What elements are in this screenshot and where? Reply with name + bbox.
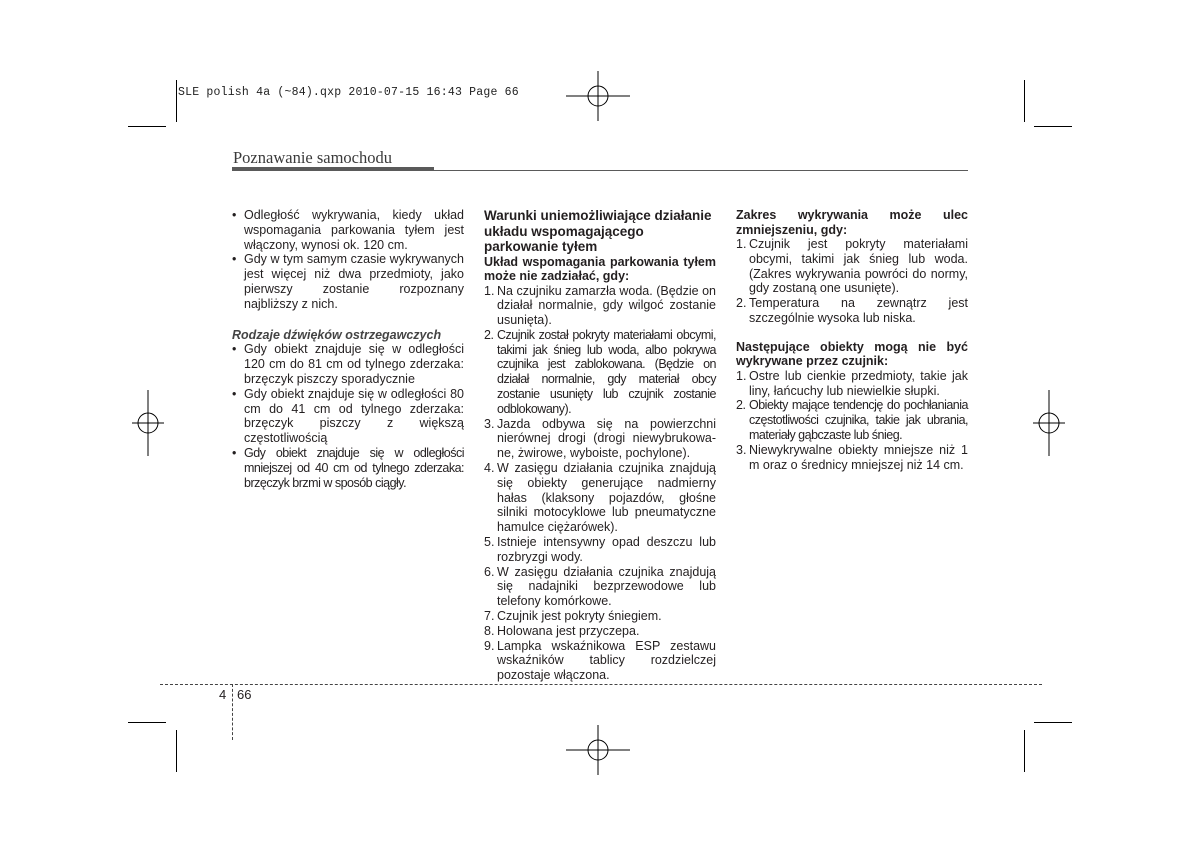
item-number: 1. bbox=[736, 368, 747, 383]
item-text: Czujnik został pokryty materiałami obcymi, takimi jak śnieg lub woda, albo pokrywa czujnika jest zablokowana. (Będzie on działał normalnie, gdy materiał obcy zostanie usunięty lub czujnik zostanie odblokowany). bbox=[497, 327, 716, 416]
list-item bbox=[484, 639, 716, 683]
item-number: 1. bbox=[484, 283, 495, 298]
item-number: 3. bbox=[484, 416, 495, 431]
item-number: 2. bbox=[484, 327, 494, 342]
item-number: 3. bbox=[736, 442, 747, 457]
section-subheading: Rodzaje dźwięków ostrzegawczych bbox=[232, 327, 442, 342]
item-text: Lampka wskaźnikowa ESP zestawu wskaźników tablicy rozdzielczej pozostaje włączona. bbox=[497, 638, 716, 683]
crop-mark bbox=[176, 730, 177, 772]
crop-mark bbox=[176, 80, 177, 122]
list-item bbox=[736, 296, 968, 326]
section-subheading: Układ wspomagania parkowania tyłem może nie zadziałać, gdy: bbox=[484, 254, 716, 283]
crop-mark bbox=[1024, 80, 1025, 122]
item-number: 8. bbox=[484, 623, 495, 638]
list-item bbox=[484, 609, 716, 624]
page-number: 66 bbox=[237, 687, 252, 702]
item-text: Obiekty mające tendencję do pochłaniania częstotliwości czujnika, takie jak ubrania, materiały gąbczaste lub śnieg. bbox=[749, 398, 968, 442]
list-item bbox=[484, 565, 716, 609]
list-item bbox=[484, 284, 716, 328]
item-text: Na czujniku zamarzła woda. (Będzie on działał normalnie, gdy wilgoć zostanie usunięta). bbox=[497, 283, 716, 328]
crop-mark bbox=[1024, 730, 1025, 772]
item-text: Temperatura na zewnątrz jest szczególnie wysoka lub niska. bbox=[749, 296, 968, 325]
numbered-list bbox=[736, 237, 968, 326]
item-text: Niewykrywalne obiekty mniejsze niż 1 m oraz o średnicy mniejszej niż 14 cm. bbox=[749, 442, 968, 472]
crop-mark bbox=[128, 722, 166, 723]
bullet-item: • Gdy obiekt znajduje się w odległości 80 cm do 41 cm od tylnego zderzaka: brzęczyk piszczy z większą częstotliwością bbox=[232, 387, 464, 446]
footer-divider bbox=[232, 684, 233, 740]
column-middle bbox=[484, 208, 716, 683]
registration-mark-icon bbox=[566, 725, 630, 775]
list-item bbox=[736, 443, 968, 473]
registration-mark-icon bbox=[132, 390, 164, 456]
item-text: Czujnik jest pokryty materiałami obcymi, takimi jak śnieg lub woda. (Zakres wykrywania powróci do normy, gdy zostaną one usunięte). bbox=[749, 237, 968, 296]
item-number: 7. bbox=[484, 609, 495, 624]
item-number: 9. bbox=[484, 638, 495, 653]
item-text: Holowana jest przyczepa. bbox=[497, 623, 640, 638]
list-item bbox=[484, 535, 716, 565]
column-right bbox=[736, 208, 968, 472]
item-text: Ostre lub cienkie przedmioty, takie jak liny, łańcuchy lub niewielkie słupki. bbox=[749, 368, 968, 398]
column-left bbox=[232, 208, 464, 490]
list-item bbox=[736, 398, 968, 442]
item-number: 2. bbox=[736, 296, 747, 311]
crop-mark bbox=[1034, 722, 1072, 723]
list-item bbox=[484, 328, 716, 417]
footer-rule bbox=[160, 684, 1042, 685]
section-subheading: Zakres wykrywania może ulec zmniejszeniu, gdy: bbox=[736, 208, 968, 237]
item-number: 5. bbox=[484, 535, 495, 550]
chapter-number: 4 bbox=[219, 687, 227, 702]
bullet-list bbox=[232, 342, 464, 490]
crop-mark bbox=[128, 126, 166, 127]
list-item bbox=[484, 417, 716, 461]
numbered-list bbox=[484, 284, 716, 684]
numbered-list bbox=[736, 369, 968, 473]
list-item bbox=[736, 237, 968, 296]
crop-mark bbox=[1034, 126, 1072, 127]
list-item bbox=[736, 369, 968, 399]
registration-mark-icon bbox=[1033, 390, 1065, 456]
bullet-list bbox=[232, 208, 464, 312]
bullet-item: • Odległość wykrywania, kiedy układ wspomagania parkowania tyłem jest włączony, wynosi ok. 120 cm. bbox=[232, 208, 464, 252]
header-rule bbox=[232, 167, 434, 171]
item-number: 6. bbox=[484, 564, 495, 579]
section-heading: Warunki uniemożliwiające działanie układu wspomagającego parkowanie tyłem bbox=[484, 208, 712, 254]
bullet-item: • Gdy obiekt znajduje się w odległości 120 cm do 81 cm od tylnego zderzaka: brzęczyk piszczy sporadycznie bbox=[232, 342, 464, 386]
item-number: 4. bbox=[484, 461, 495, 476]
item-number: 2. bbox=[736, 398, 746, 413]
registration-mark-icon bbox=[566, 71, 630, 121]
item-text: Czujnik jest pokryty śniegiem. bbox=[497, 609, 662, 624]
header-rule bbox=[434, 170, 968, 171]
item-text: W zasięgu działania czujnika znajdują się obiekty generujące nadmierny hałas (klaksony pojazdów, głośne silniki motocyklowe lub pneumatyczne hamulce ciężarówek). bbox=[497, 461, 716, 535]
item-number: 1. bbox=[736, 237, 747, 251]
item-text: Jazda odbywa się na powierzchni nierównej drogi (drogi niewybrukowa- ne, żwirowe, wyboiste, pochylone). bbox=[497, 416, 716, 461]
item-text: Istnieje intensywny opad deszczu lub rozbryzgi wody. bbox=[497, 535, 716, 564]
bullet-item: • Gdy w tym samym czasie wykrywanych jest więcej niż dwa przedmioty, jako pierwszy zostanie rozpoznany najbliższy z nich. bbox=[232, 252, 464, 311]
section-subheading: Następujące obiekty mogą nie być wykrywane przez czujnik: bbox=[736, 339, 968, 369]
bullet-item: • Gdy obiekt znajduje się w odległości mniejszej od 40 cm od tylnego zderzaka: brzęczyk brzmi w sposób ciągły. bbox=[232, 446, 464, 490]
list-item bbox=[484, 461, 716, 535]
print-slug: SLE polish 4a (~84).qxp 2010-07-15 16:43 Page 66 bbox=[178, 86, 519, 99]
item-text: W zasięgu działania czujnika znajdują się nadajniki bezprzewodowe lub telefony komórkowe. bbox=[497, 564, 716, 609]
list-item bbox=[484, 624, 716, 639]
page-header-title: Poznawanie samochodu bbox=[233, 148, 392, 167]
